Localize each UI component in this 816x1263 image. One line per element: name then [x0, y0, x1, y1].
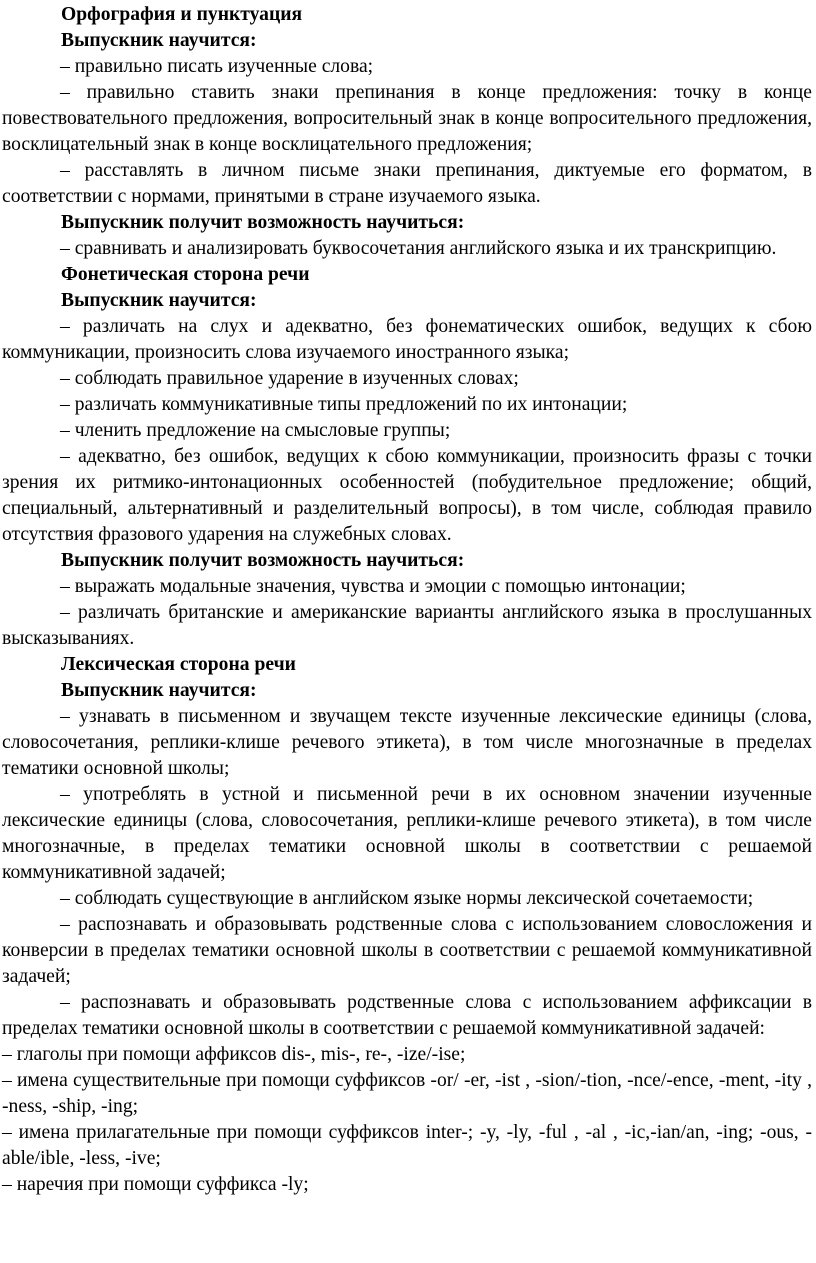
list-item: – правильно писать изученные слова;: [60, 56, 374, 77]
list-item: – различать британские и американские варианты английского языка в прослушанных высказываниях.: [2, 602, 812, 649]
list-item: – соблюдать существующие в английском языке нормы лексической сочетаемости;: [60, 888, 754, 909]
subheading-will-learn: Выпускник научится:: [61, 680, 257, 701]
list-item: – различать коммуникативные типы предложений по их интонации;: [60, 394, 628, 415]
list-item: – правильно ставить знаки препинания в конце предложения: точку в конце повествовательного предложения, вопросительный знак в конце вопросительного предложения, восклицательный знак в конце восклицательного предложения;: [2, 82, 812, 155]
list-item: – членить предложение на смысловые группы;: [60, 420, 451, 441]
list-item: – сравнивать и анализировать буквосочетания английского языка и их транскрипцию.: [60, 238, 777, 259]
list-item: – распознавать и образовывать родственные слова с использованием словосложения и конверсии в пределах тематики основной школы в соответствии с решаемой коммуникативной задачей;: [2, 914, 812, 987]
list-item: – узнавать в письменном и звучащем тексте изученные лексические единицы (слова, словосочетания, реплики-клише речевого этикета), в том числе многозначные в пределах тематики основной школы;: [2, 706, 812, 779]
affix-item-verbs: – глаголы при помощи аффиксов dis-, mis-, re-, -ize/-ise;: [2, 1044, 466, 1065]
section-heading-phonetics: Фонетическая сторона речи: [61, 264, 310, 285]
section-heading-lexis: Лексическая сторона речи: [61, 654, 296, 675]
list-item: – адекватно, без ошибок, ведущих к сбою коммуникации, произносить фразы с точки зрения их ритмико-интонационных особенностей (побудительное предложение; общий, специальный, альтернативный и разделительный вопросы), в том числе, соблюдая правило отсутствия фразового ударения на служебных словах.: [2, 446, 812, 545]
affix-item-adverbs: – наречия при помощи суффикса -ly;: [2, 1174, 309, 1195]
subheading-opportunity: Выпускник получит возможность научиться:: [61, 550, 465, 571]
list-item: – различать на слух и адекватно, без фонематических ошибок, ведущих к сбою коммуникации, произносить слова изучаемого иностранного языка;: [2, 316, 812, 363]
affix-item-adjectives: – имена прилагательные при помощи суффиксов inter-; -y, -ly, -ful , -al , -ic,-ian/an, -ing; -ous, -able/ible, -less, -ive;: [2, 1122, 812, 1169]
list-item: – употреблять в устной и письменной речи в их основном значении изученные лексические единицы (слова, словосочетания, реплики-клише речевого этикета), в том числе многозначные, в пределах тематики основной школы в соответствии с решаемой коммуникативной задачей;: [2, 784, 812, 883]
list-item: – выражать модальные значения, чувства и эмоции с помощью интонации;: [60, 576, 686, 597]
list-item: – соблюдать правильное ударение в изученных словах;: [60, 368, 519, 389]
section-heading-orthography: Орфография и пунктуация: [61, 4, 303, 25]
subheading-opportunity: Выпускник получит возможность научиться:: [61, 212, 465, 233]
list-item: – расставлять в личном письме знаки препинания, диктуемые его форматом, в соответствии с нормами, принятыми в стране изучаемого языка.: [2, 160, 812, 207]
list-item: – распознавать и образовывать родственные слова с использованием аффиксации в пределах тематики основной школы в соответствии с решаемой коммуникативной задачей:: [2, 992, 812, 1039]
subheading-will-learn: Выпускник научится:: [61, 30, 257, 51]
subheading-will-learn: Выпускник научится:: [61, 290, 257, 311]
affix-item-nouns: – имена существительные при помощи суффиксов -or/ -er, -ist , -sion/-tion, -nce/-ence, -ment, -ity , -ness, -ship, -ing;: [2, 1070, 812, 1117]
